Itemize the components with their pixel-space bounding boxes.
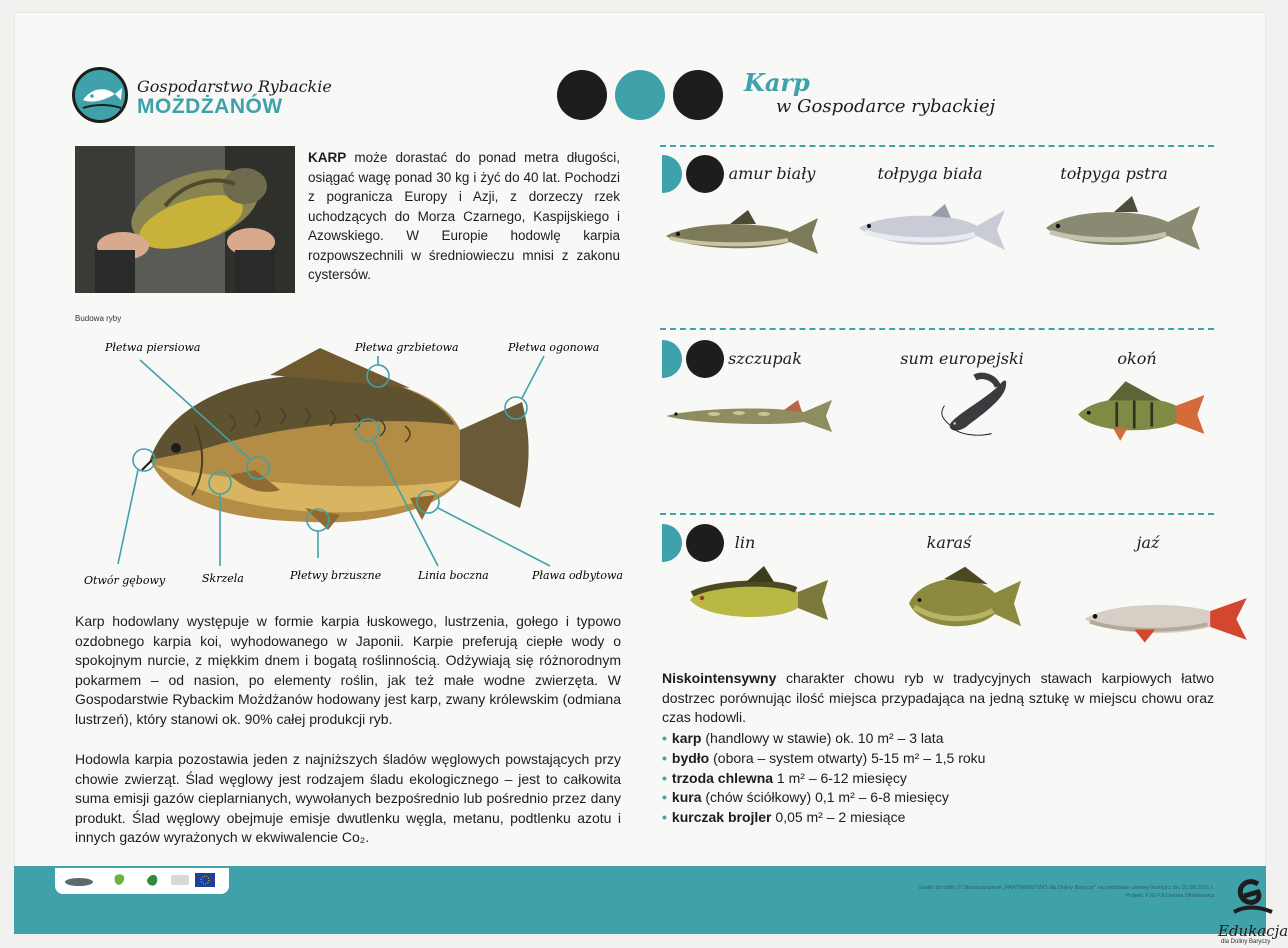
list-item: • kura (chów ściółkowy) 0,1 m² – 6-8 miesięcy <box>662 788 1214 808</box>
label-caudal-fin: Płetwa ogonowa <box>508 341 600 354</box>
intro-text: może dorastać do ponad metra długości, osiągać wagę ponad 30 kg i żyć do 40 lat. Pochodzi z pogranicza Europy i Azji, z dorzeczy rzek uchodzących do Morza Czarnego, Kaspijskiego i Azowskiego. W Europie hodowlę karpia rozpowszechnili w średniowieczu mnisi z zakonu cystersów. <box>308 150 620 282</box>
label-gills: Skrzela <box>202 572 244 585</box>
crucian-carp-illustration <box>880 565 1050 635</box>
fish-name: okoń <box>1117 349 1157 368</box>
divider <box>660 513 1214 515</box>
list-item: • bydło (obora – system otwarty) 5-15 m² – 1,5 roku <box>662 749 1214 769</box>
intensity-lead: Niskointensywny <box>662 670 777 686</box>
intro-paragraph <box>308 148 620 285</box>
logo-title-line2: MOŻDŻANÓW <box>137 95 283 118</box>
label-anal-fin: Pława odbytowa <box>532 569 623 582</box>
footer-credits <box>870 884 1214 900</box>
label-dorsal-fin: Płetwa grzbietowa <box>355 341 459 354</box>
space-comparison-list <box>662 729 1214 828</box>
anatomy-caption: Budowa ryby <box>75 314 122 323</box>
label-pelvic-fins: Płetwy brzuszne <box>290 569 382 582</box>
header-dot-dark <box>673 70 723 120</box>
divider <box>660 328 1214 330</box>
intro-lead: KARP <box>308 150 347 165</box>
catfish-illustration <box>890 370 1060 440</box>
label-lateral-line: Linia boczna <box>418 569 489 582</box>
grass-carp-illustration <box>660 202 830 272</box>
header-dot-teal <box>615 70 665 120</box>
intensity-text: charakter chowu ryb w tradycyjnych stawach karpiowych łatwo dostrzec porównując ilość miejsca przypadająca na jedną sztukę w miejscu chowu oraz czas hodowli. <box>662 670 1214 726</box>
intensity-paragraph <box>662 669 1214 728</box>
credits-line: Grafiki do tablic © Stowarzyszenie „PARTNERSTWO dla Doliny Baryczy” na podstawie umowy licencji z dn. 01.08.2021 r. <box>918 885 1214 891</box>
credits-line: Projekt: FJU FJU Iwona Wiśniewska <box>1125 893 1214 899</box>
perch-illustration <box>1058 376 1228 446</box>
ide-illustration <box>1082 584 1252 654</box>
list-item: • karp (handlowy w stawie) ok. 10 m² – 3 lata <box>662 729 1214 749</box>
carbon-footprint-paragraph: Hodowla karpia pozostawia jeden z najniższych śladów węglowych powstających przy chowie zwierząt. Ślad węglowy jest rodzajem śladu ekologicznego – jest to całkowita suma emisji gazów cieplarnianych, wywołanych bezpośrednio lub pośrednio przez dany produkt. Ślad węglowy obejmuje emisje dwutlenku węgla, metanu, podtlenku azotu i innych gazów wyrażonych w ekwiwalencie Co₂. <box>75 751 621 846</box>
fish-name: amur biały <box>728 164 816 183</box>
fish-name: tołpyga pstra <box>1060 164 1168 183</box>
sponsor-logos <box>55 868 229 894</box>
header-dot-dark <box>557 70 607 120</box>
edukacja-brand: Edukacja <box>1218 922 1288 940</box>
label-pectoral-fin: Płetwa piersiowa <box>105 341 201 354</box>
carp-photo <box>75 146 295 293</box>
carp-forms-paragraph: Karp hodowlany występuje w formie karpia łuskowego, lustrzenia, gołego i typowo ozdobnego karpia koi, wyhodowanego w Japonii. Karpie preferują ciepłe wody o spokojnym nurcie, z miękkim dnem i bogatą roślinnością. Odżywiają się różnorodnym pokarmem – od nasion, po elementy roślin, jak też małe wodne zwierzęta. W Gospodarstwie Rybackim Możdżanów hodowany jest karp, zwany królewskim (odmiana lustrzeń), który stanowi ok. 90% całej produkcji ryb. <box>75 613 621 727</box>
page-subtitle: w Gospodarce rybackiej <box>776 96 996 117</box>
fish-name: tołpyga biała <box>877 164 983 183</box>
label-mouth: Otwór gębowy <box>84 574 166 587</box>
logo-title-line1: Gospodarstwo Rybackie <box>137 77 332 96</box>
fish-name: lin <box>734 533 756 552</box>
tench-illustration <box>676 562 846 632</box>
fish-name: karaś <box>926 533 972 552</box>
list-item: • kurczak brojler 0,05 m² – 2 miesiące <box>662 808 1214 828</box>
divider <box>660 145 1214 147</box>
fish-anatomy-diagram <box>80 330 640 590</box>
fish-logo-icon <box>72 67 128 123</box>
bighead-carp-illustration <box>1040 194 1210 264</box>
edukacja-logo-icon <box>1228 874 1276 922</box>
fish-name: szczupak <box>728 349 802 368</box>
edukacja-subtitle: dla Doliny Baryczy <box>1221 939 1271 945</box>
silver-carp-illustration <box>855 198 1025 268</box>
page-title: Karp <box>744 68 810 97</box>
fish-name: jaź <box>1136 533 1160 552</box>
fish-name: sum europejski <box>900 349 1024 368</box>
list-item: • trzoda chlewna 1 m² – 6-12 miesięcy <box>662 769 1214 789</box>
pike-illustration <box>664 380 834 450</box>
